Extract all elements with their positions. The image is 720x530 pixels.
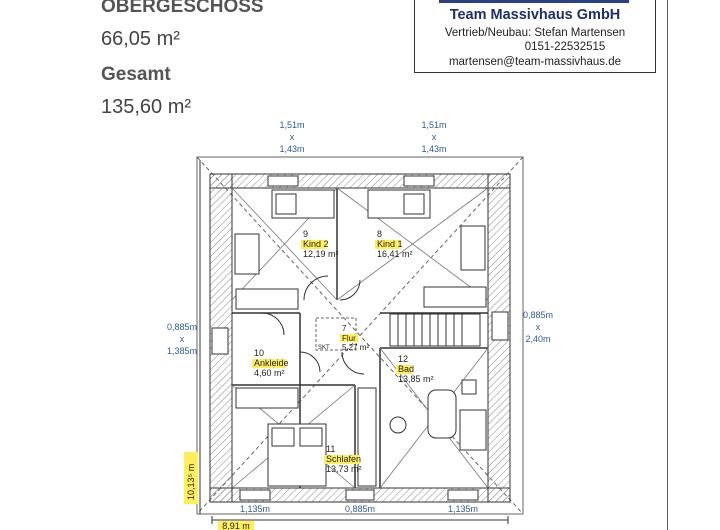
svg-text:1,43m: 1,43m <box>279 144 305 154</box>
total-area: 135,60 m² <box>101 96 192 118</box>
total-height: 10,13⁵ m <box>186 463 196 500</box>
svg-text:x: x <box>179 334 185 344</box>
svg-text:x: x <box>431 132 437 142</box>
room-area-kind1: 16,41 m² <box>377 249 413 259</box>
room-name-ankleide: Ankleide <box>254 358 289 368</box>
svg-text:x: x <box>535 322 541 332</box>
svg-text:2,40m: 2,40m <box>525 334 551 344</box>
room-name-schlafen: Schlafen <box>326 454 362 464</box>
company-name: Team Massivhaus GmbH <box>449 7 621 23</box>
bath-fixtures <box>390 380 486 450</box>
svg-text:1,43m: 1,43m <box>421 144 447 154</box>
stair-note: SKT <box>318 345 330 351</box>
staircase <box>390 314 480 346</box>
svg-text:x: x <box>289 132 295 142</box>
svg-text:0,885m: 0,885m <box>522 310 554 320</box>
svg-text:0,885m: 0,885m <box>344 504 376 514</box>
svg-text:1,135m: 1,135m <box>447 504 479 514</box>
floor-title: OBERGESCHOSS <box>101 0 264 17</box>
desks <box>235 226 485 274</box>
bed-kind1 <box>368 190 430 218</box>
room-name-kind1: Kind 1 <box>377 239 403 249</box>
svg-text:1,385m: 1,385m <box>166 346 198 356</box>
room-number-kind1: 8 <box>377 229 383 239</box>
room-number-kind2: 9 <box>303 229 309 239</box>
floor-area: 66,05 m² <box>101 28 180 50</box>
room-name-flur: Flur <box>342 334 356 343</box>
svg-text:0,885m: 0,885m <box>166 322 198 332</box>
room-area-bad: 13,85 m² <box>398 374 434 384</box>
room-number-ankleide: 10 <box>254 348 265 358</box>
svg-text:1,135m: 1,135m <box>239 504 271 514</box>
room-area-schlafen: 13,73 m² <box>326 464 362 474</box>
company-phone: 0151-22532515 <box>524 41 606 53</box>
room-area-kind2: 12,19 m² <box>303 249 339 259</box>
total-title: Gesamt <box>101 64 171 85</box>
room-area-flur: 5,27 m² <box>342 343 370 352</box>
company-email[interactable]: martensen@team-massivhaus.de <box>448 56 622 68</box>
room-number-schlafen: 11 <box>326 444 336 454</box>
company-sales: Vertrieb/Neubau: Stefan Martensen <box>444 27 626 39</box>
total-width: 8,91 m <box>222 521 250 530</box>
bed-schlafen <box>268 424 326 486</box>
svg-text:1,51m: 1,51m <box>421 120 447 130</box>
room-number-flur: 7 <box>342 324 347 333</box>
room-number-bad: 12 <box>398 354 409 364</box>
svg-text:1,51m: 1,51m <box>279 120 305 130</box>
room-name-bad: Bad <box>398 364 415 374</box>
bed-kind2 <box>272 190 334 218</box>
room-name-kind2: Kind 2 <box>303 239 329 249</box>
room-area-ankleide: 4,60 m² <box>254 368 285 378</box>
